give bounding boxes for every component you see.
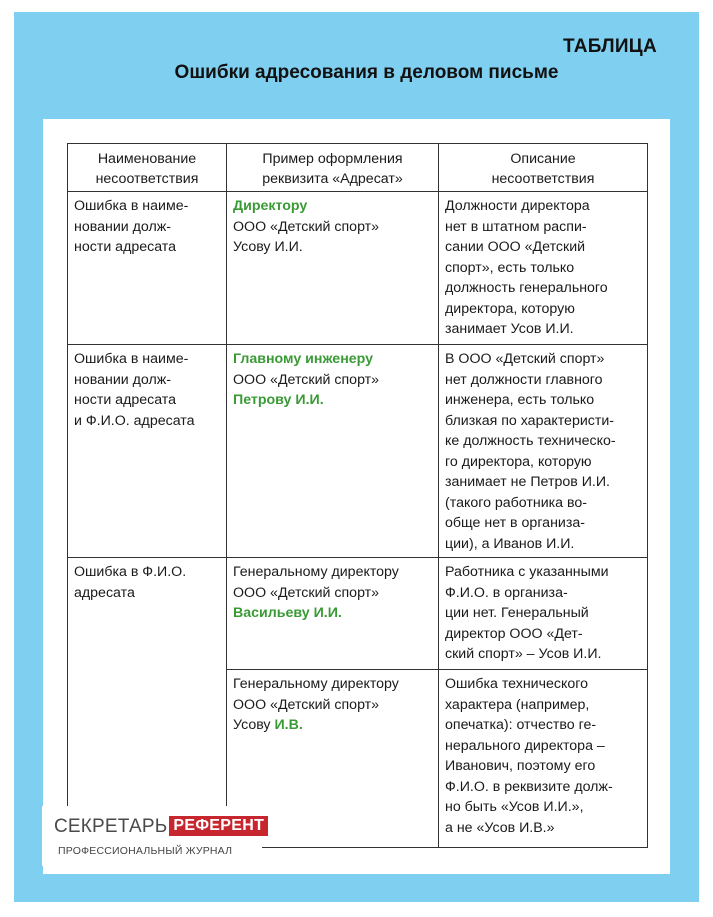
errors-table bbox=[67, 143, 648, 848]
logo-wordmark: СЕКРЕТАРЬ РЕФЕРЕНТ bbox=[54, 816, 268, 838]
cell-name: Ошибка в наиме- новании долж- ности адресата и Ф.И.О. адресата bbox=[68, 345, 227, 558]
table-row bbox=[68, 345, 648, 558]
cell-example: Директору ООО «Детский спорт» Усову И.И. bbox=[227, 192, 439, 345]
cell-example: Главному инженеру ООО «Детский спорт» Петрову И.И. bbox=[227, 345, 439, 558]
header-example: Пример оформления реквизита «Адресат» bbox=[227, 144, 439, 192]
cell-example: Генеральному директору ООО «Детский спорт» Усову И.В. bbox=[227, 670, 439, 848]
page-title: Ошибки адресования в деловом письме bbox=[174, 62, 559, 83]
cell-description: В ООО «Детский спорт» нет должности главного инженера, есть только близкая по характеристи- ке должность техническо- го директора, которую занимает не Петров И.И. (такого работника во- обще нет в организа- ции), а Иванов И.И. bbox=[439, 345, 648, 558]
header-description: Описание несоответствия bbox=[439, 144, 648, 192]
logo-subtitle: ПРОФЕССИОНАЛЬНЫЙ ЖУРНАЛ bbox=[58, 845, 233, 857]
table-row bbox=[68, 558, 648, 670]
table-header-row bbox=[68, 144, 648, 192]
section-kicker: ТАБЛИЦА bbox=[562, 36, 657, 57]
cell-description: Ошибка технического характера (например, опечатка): отчество ге- нерального директора – Иванович, поэтому его Ф.И.О. в реквизите долж- но быть «Усов И.И.», а не «Усов И.В.» bbox=[439, 670, 648, 848]
cell-description: Работника с указанными Ф.И.О. в организа- ции нет. Генеральный директор ООО «Дет- ский спорт» – Усов И.И. bbox=[439, 558, 648, 670]
table-card bbox=[43, 119, 670, 874]
cell-name: Ошибка в наиме- новании долж- ности адресата bbox=[68, 192, 227, 345]
cell-name: Ошибка в Ф.И.О. адресата bbox=[68, 558, 227, 848]
cell-example: Генеральному директору ООО «Детский спорт» Васильеву И.И. bbox=[227, 558, 439, 670]
magazine-logo bbox=[42, 806, 265, 866]
cell-description: Должности директора нет в штатном распи- сании ООО «Детский спорт», есть только должность генерального директора, которую занимает Усов И.И. bbox=[439, 192, 648, 345]
table-row bbox=[68, 192, 648, 345]
header-name: Наименование несоответствия bbox=[68, 144, 227, 192]
